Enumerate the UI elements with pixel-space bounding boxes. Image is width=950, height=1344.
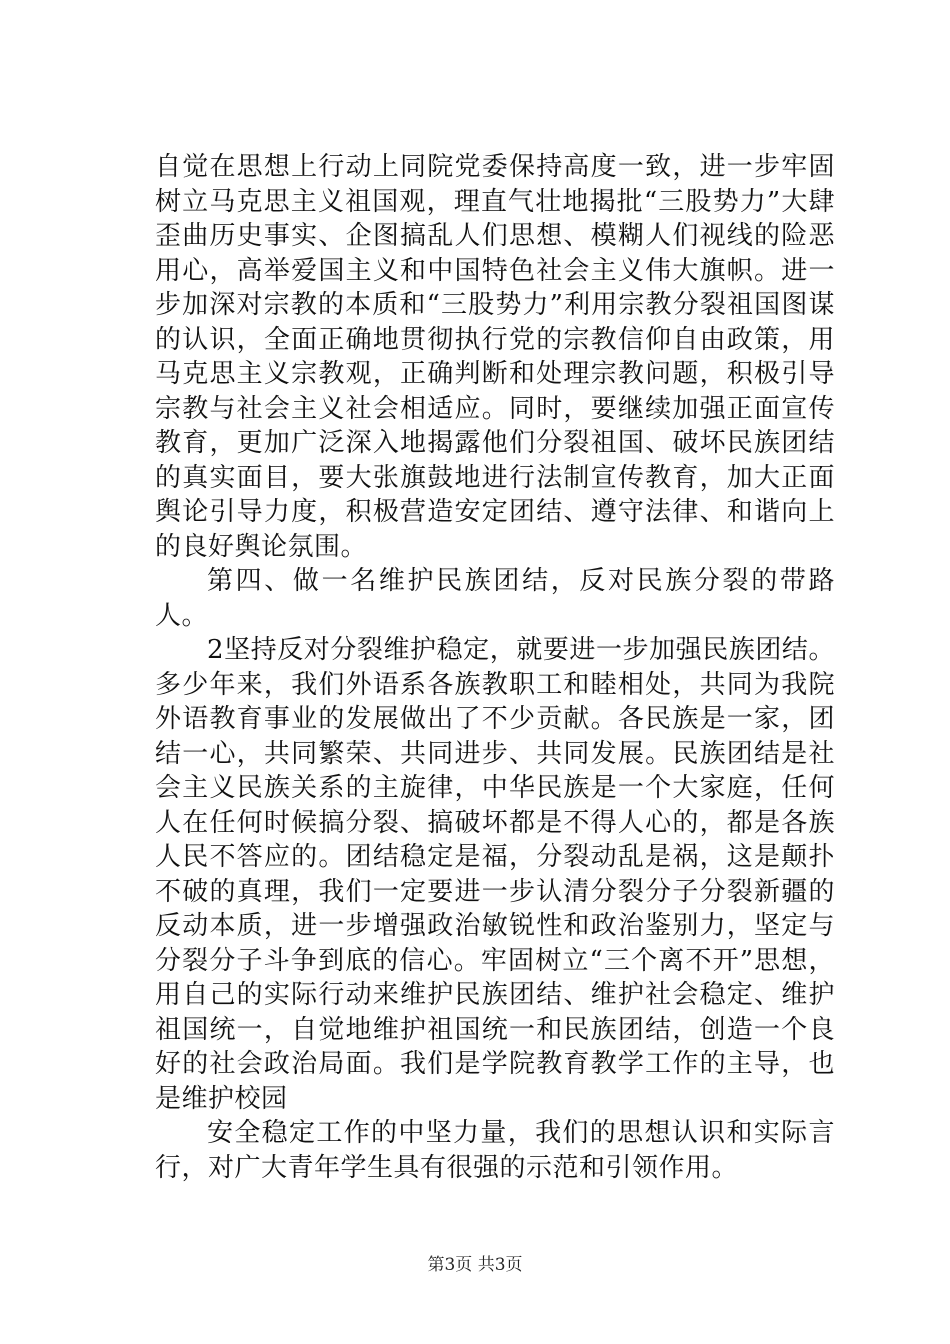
paragraph-campus-safety: 安全稳定工作的中坚力量，我们的思想认识和实际言行，对广大青年学生具有很强的示范和引领作用。	[155, 1118, 835, 1183]
page-footer: 第3页 共3页	[427, 1255, 523, 1275]
document-body	[155, 150, 835, 1185]
paragraph-continuation: 自觉在思想上行动上同院党委保持高度一致，进一步牢固树立马克思主义祖国观，理直气壮地揭批“三股势力”大肆歪曲历史事实、企图搞乱人们思想、模糊人们视线的险恶用心，高举爱国主义和中国特色社会主义伟大旗帜。进一步加深对宗教的本质和“三股势力”利用宗教分裂祖国图谋的认识，全面正确地贯彻执行党的宗教信仰自由政策，用马克思主义宗教观，正确判断和处理宗教问题，积极引导宗教与社会主义社会相适应。同时，要继续加强正面宣传教育，更加广泛深入地揭露他们分裂祖国、破坏民族团结的真实面目，要大张旗鼓地进行法制宣传教育，加大正面舆论引导力度，积极营造安定团结、遵守法律、和谐向上的良好舆论氛围。	[155, 152, 835, 562]
paragraph-ethnic-unity: 2坚持反对分裂维护稳定，就要进一步加强民族团结。多少年来，我们外语系各族教职工和睦相处，共同为我院外语教育事业的发展做出了不少贡献。各民族是一家，团结一心，共同繁荣、共同进步、共同发展。民族团结是社会主义民族关系的主旋律，中华民族是一个大家庭，任何人在任何时候搞分裂、搞破坏都是不得人心的，都是各族人民不答应的。团结稳定是福，分裂动乱是祸，这是颠扑不破的真理，我们一定要进一步认清分裂分子分裂新疆的反动本质，进一步增强政治敏锐性和政治鉴别力，坚定与分裂分子斗争到底的信心。牢固树立“三个离不开”思想，用自己的实际行动来维护民族团结、维护社会稳定、维护祖国统一，自觉地维护祖国统一和民族团结，创造一个良好的社会政治局面。我们是学院教育教学工作的主导，也是维护校园	[155, 635, 835, 1114]
paragraph-heading-four: 第四、做一名维护民族团结，反对民族分裂的带路人。	[155, 566, 835, 631]
